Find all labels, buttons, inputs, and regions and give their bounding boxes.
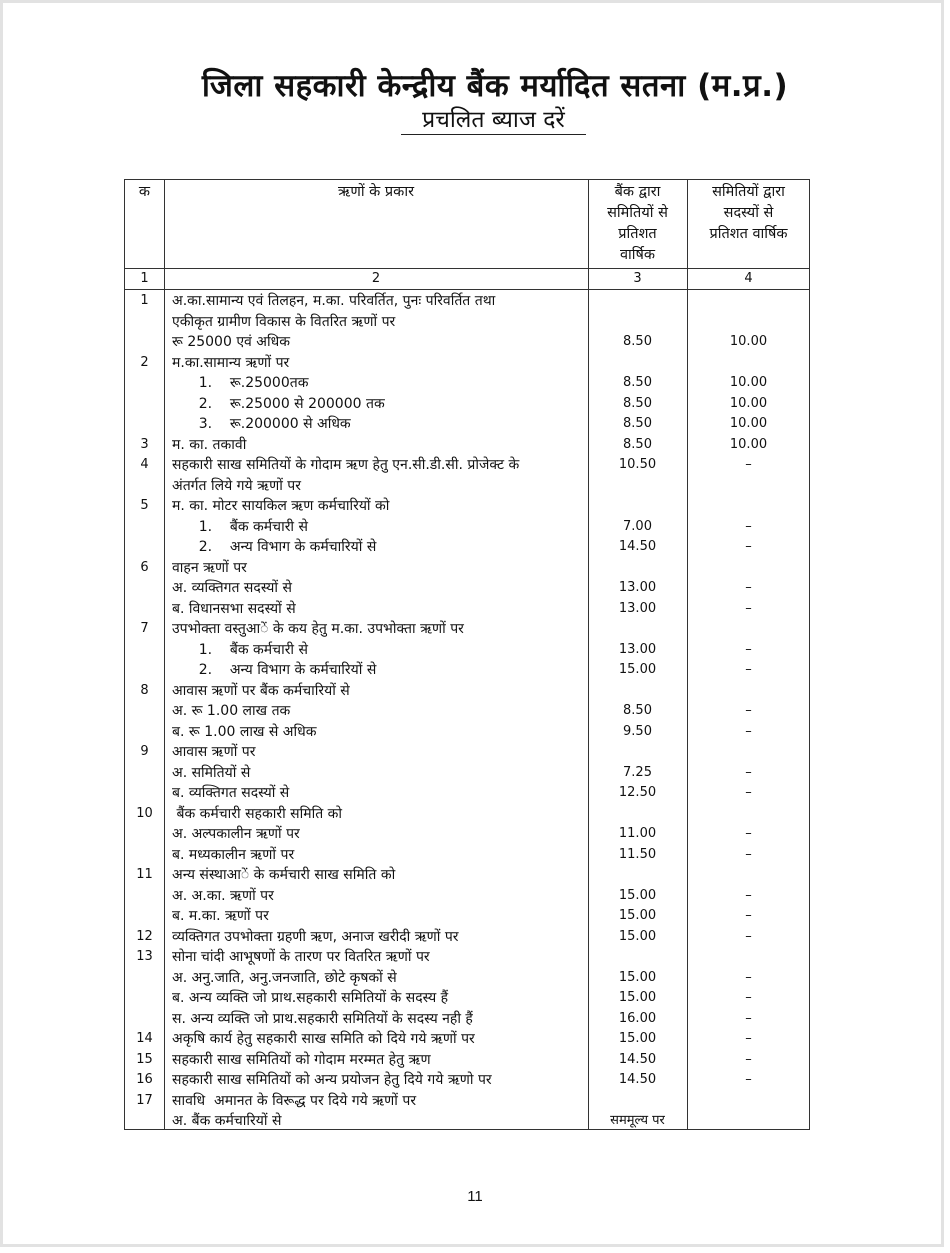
row-description: अ. अनु.जाति, अनु.जनजाति, छोटे कृषकों से [172,969,397,986]
row-member-rate: – [745,928,752,944]
row-member-rate: 10.00 [729,416,768,431]
row-bank-rate: 12.50 [618,785,657,800]
row-bank-rate: 8.50 [623,416,652,431]
row-serial: 15 [136,1051,153,1067]
row-bank-rate: 14.50 [618,1072,657,1087]
column-number: 3 [633,271,642,286]
header-serial: क [138,184,151,200]
row-bank-rate: 7.00 [623,518,652,534]
row-serial: 4 [140,457,149,472]
table-row [125,763,809,783]
table-row [125,824,809,844]
row-description: अ.का.सामान्य एवं तिलहन, म.का. परिवर्तित, पुनः परिवर्तित तथा [172,293,496,309]
header-member-rate-line: समितियों द्वारा [712,184,785,200]
table-row [125,886,809,906]
row-description: 1. रू.25000तक [172,375,309,391]
table-row [125,537,809,557]
table-row [125,332,809,352]
row-bank-rate: 8.50 [623,375,652,390]
row-description: 2. रू.25000 से 200000 तक [172,395,385,412]
header-bank-rate-line: वार्षिक [619,247,656,263]
row-description: अ. अल्पकालीन ऋणों पर [172,826,300,842]
row-description: आवास ऋणों पर [172,744,256,760]
row-bank-rate: 14.50 [618,539,657,554]
row-serial: 2 [140,354,149,370]
table-row [125,558,809,578]
row-bank-rate: 13.00 [618,641,657,657]
row-member-rate: – [745,969,752,985]
row-member-rate: – [745,1072,752,1087]
table-row [125,804,809,824]
row-serial: 5 [140,498,149,513]
table-row [125,742,809,762]
row-bank-rate: 9.50 [623,723,652,739]
row-description: ब. व्यक्तिगत सदस्यों से [172,785,290,801]
row-description: सहकारी साख समितियों को गोदाम मरम्मत हेतु ऋण [172,1051,431,1068]
row-description: रू 25000 एवं अधिक [172,334,290,350]
row-member-rate: – [745,1010,752,1026]
row-description: अकृषि कार्य हेतु सहकारी साख समिति को दिये गये ऋणों पर [172,1031,475,1047]
row-bank-rate: 14.50 [618,1051,657,1067]
table-row [125,1050,809,1070]
row-description: बैंक कर्मचारी सहकारी समिति को [172,805,343,822]
row-member-rate: 10.00 [729,334,768,349]
row-serial: 11 [136,867,153,882]
table-row [125,947,809,967]
table-row [125,291,809,311]
row-member-rate: 10.00 [729,375,768,390]
row-description: व्यक्तिगत उपभोक्ता ग्रहणी ऋण, अनाज खरीदी ऋणों पर [172,928,459,945]
header-bank-rate-line: समितियों से [607,205,668,221]
row-bank-rate: 15.00 [618,990,657,1005]
table-row [125,496,809,516]
header-bank-rate-line: बैंक द्वारा [614,184,661,200]
row-description: उपभोक्ता वस्तुआें के कय हेतु म.का. उपभोक्ता ऋणों पर [172,621,464,637]
row-member-rate: – [745,457,752,472]
row-description: सावधि अमानत के विरूद्ध पर दिये गये ऋणों पर [172,1092,417,1109]
table-row [125,783,809,803]
row-member-rate: – [745,600,752,616]
table-row [125,640,809,660]
table-row [125,1070,809,1090]
row-member-rate: – [745,1031,752,1046]
row-member-rate: – [745,1051,752,1067]
row-member-rate: – [745,764,752,780]
row-bank-rate: सममूल्य पर [610,1113,665,1128]
row-description: सोना चांदी आभूषणों के तारण पर वितरित ऋणों पर [172,949,430,965]
page-subtitle: प्रचलित ब्याज दरें [401,106,586,135]
row-description: सहकारी साख समितियों को अन्य प्रयोजन हेतु दिये गये ऋणो पर [172,1072,492,1088]
row-serial: 14 [136,1031,153,1046]
row-bank-rate: 8.50 [623,334,652,349]
row-member-rate: – [745,846,752,862]
table-row [125,968,809,988]
table-row [125,865,809,885]
row-member-rate: – [745,703,752,718]
table-row [125,701,809,721]
table-row [125,312,809,332]
table-row [125,578,809,598]
table-row [125,927,809,947]
row-bank-rate: 13.00 [618,600,657,616]
row-bank-rate: 11.00 [618,826,657,841]
row-description: ब. म.का. ऋणों पर [172,908,269,924]
row-description: अ. अ.का. ऋणों पर [172,887,274,904]
row-member-rate: 10.00 [729,436,768,452]
row-serial: 8 [140,682,149,698]
column-number: 4 [744,271,753,286]
row-serial: 6 [140,559,149,575]
row-member-rate: – [745,580,752,595]
table-row [125,353,809,373]
row-description: ब. रू 1.00 लाख से अधिक [172,723,317,740]
row-bank-rate: 15.00 [618,928,657,944]
row-member-rate: – [745,826,752,841]
row-bank-rate: 16.00 [618,1010,657,1026]
table-row [125,599,809,619]
row-description: म. का. मोटर सायकिल ऋण कर्मचारियों को [172,498,390,514]
row-serial: 17 [136,1092,153,1108]
row-bank-rate: 15.00 [618,908,657,923]
table-row [125,845,809,865]
table-row [125,1009,809,1029]
row-description: ब. अन्य व्यक्ति जो प्राथ.सहकारी समितियों के सदस्य हैं [172,990,449,1006]
table-row [125,1029,809,1049]
table-row [125,394,809,414]
row-member-rate: – [745,908,752,923]
row-description: ब. मध्यकालीन ऋणों पर [172,846,295,863]
header-member-rate-line: सदस्यों से [723,205,774,221]
row-description: अ. रू 1.00 लाख तक [172,703,291,719]
row-description: आवास ऋणों पर बैंक कर्मचारियों से [172,682,350,699]
row-member-rate: – [745,990,752,1005]
row-description: सहकारी साख समितियों के गोदाम ऋण हेतु एन.सी.डी.सी. प्रोजेक्ट के [172,457,520,473]
row-description: अ. बैंक कर्मचारियों से [172,1113,282,1129]
row-serial: 12 [136,928,153,944]
row-bank-rate: 15.00 [618,887,657,903]
header-member-rate-line: प्रतिशत वार्षिक [709,226,788,242]
row-member-rate: – [745,785,752,800]
row-bank-rate: 8.50 [623,436,652,452]
page-number: 11 [467,1188,483,1205]
row-description: ब. विधानसभा सदस्यों से [172,600,296,617]
row-description: 2. अन्य विभाग के कर्मचारियों से [172,662,377,678]
row-member-rate: – [745,662,752,677]
row-bank-rate: 10.50 [618,457,657,472]
row-serial: 3 [140,436,149,452]
row-serial: 7 [140,621,149,636]
row-description: 3. रू.200000 से अधिक [172,416,351,432]
page-title: जिला सहकारी केन्द्रीय बैंक मर्यादित सतना (म.प्र.) [201,68,789,104]
row-member-rate: – [745,641,752,657]
row-serial: 10 [136,805,153,821]
column-number: 2 [371,271,381,286]
table-row [125,988,809,1008]
row-bank-rate: 8.50 [623,395,652,411]
row-member-rate: – [745,723,752,739]
row-description: अन्य संस्थाआें के कर्मचारी साख समिति को [172,867,396,883]
table-row [125,1091,809,1111]
row-serial: 1 [140,293,149,308]
row-bank-rate: 15.00 [618,969,657,985]
table-row [125,681,809,701]
row-member-rate: – [745,518,752,534]
row-member-rate: – [745,539,752,554]
interest-rate-table [124,179,810,1130]
header-loan-type: ऋणों के प्रकार [337,184,415,200]
row-description: अ. व्यक्तिगत सदस्यों से [172,580,292,596]
row-bank-rate: 15.00 [618,1031,657,1046]
table-row [125,435,809,455]
row-description: वाहन ऋणों पर [172,559,247,576]
row-description: म. का. तकावी [172,436,247,453]
row-description: 2. अन्य विभाग के कर्मचारियों से [172,539,377,555]
table-row [125,660,809,680]
row-member-rate: – [745,887,752,903]
row-description: 1. बैंक कर्मचारी से [172,518,308,535]
row-description: एकीकृत ग्रामीण विकास के वितरित ऋणों पर [172,313,396,330]
table-row [125,1111,809,1131]
row-serial: 13 [136,949,153,964]
table-row [125,373,809,393]
row-member-rate: 10.00 [729,395,768,411]
row-bank-rate: 8.50 [623,703,652,718]
row-serial: 16 [136,1072,153,1087]
table-row [125,414,809,434]
column-number: 1 [140,271,149,286]
table-body [125,180,809,1129]
header-bank-rate-line: प्रतिशत [618,226,657,242]
row-bank-rate: 15.00 [618,662,657,677]
row-description: 1. बैंक कर्मचारी से [172,641,308,658]
table-row [125,906,809,926]
table-row [125,455,809,475]
row-description: म.का.सामान्य ऋणों पर [172,354,290,371]
row-bank-rate: 13.00 [618,580,657,595]
table-row [125,517,809,537]
table-row [125,476,809,496]
row-serial: 9 [140,744,149,759]
table-row [125,619,809,639]
row-description: अ. समितियों से [172,764,251,781]
row-description: स. अन्य व्यक्ति जो प्राथ.सहकारी समितियों के सदस्य नही हैं [172,1010,473,1027]
table-row [125,722,809,742]
row-bank-rate: 7.25 [623,764,652,780]
row-description: अंतर्गत लिये गये ऋणों पर [172,477,301,494]
row-bank-rate: 11.50 [618,846,657,862]
